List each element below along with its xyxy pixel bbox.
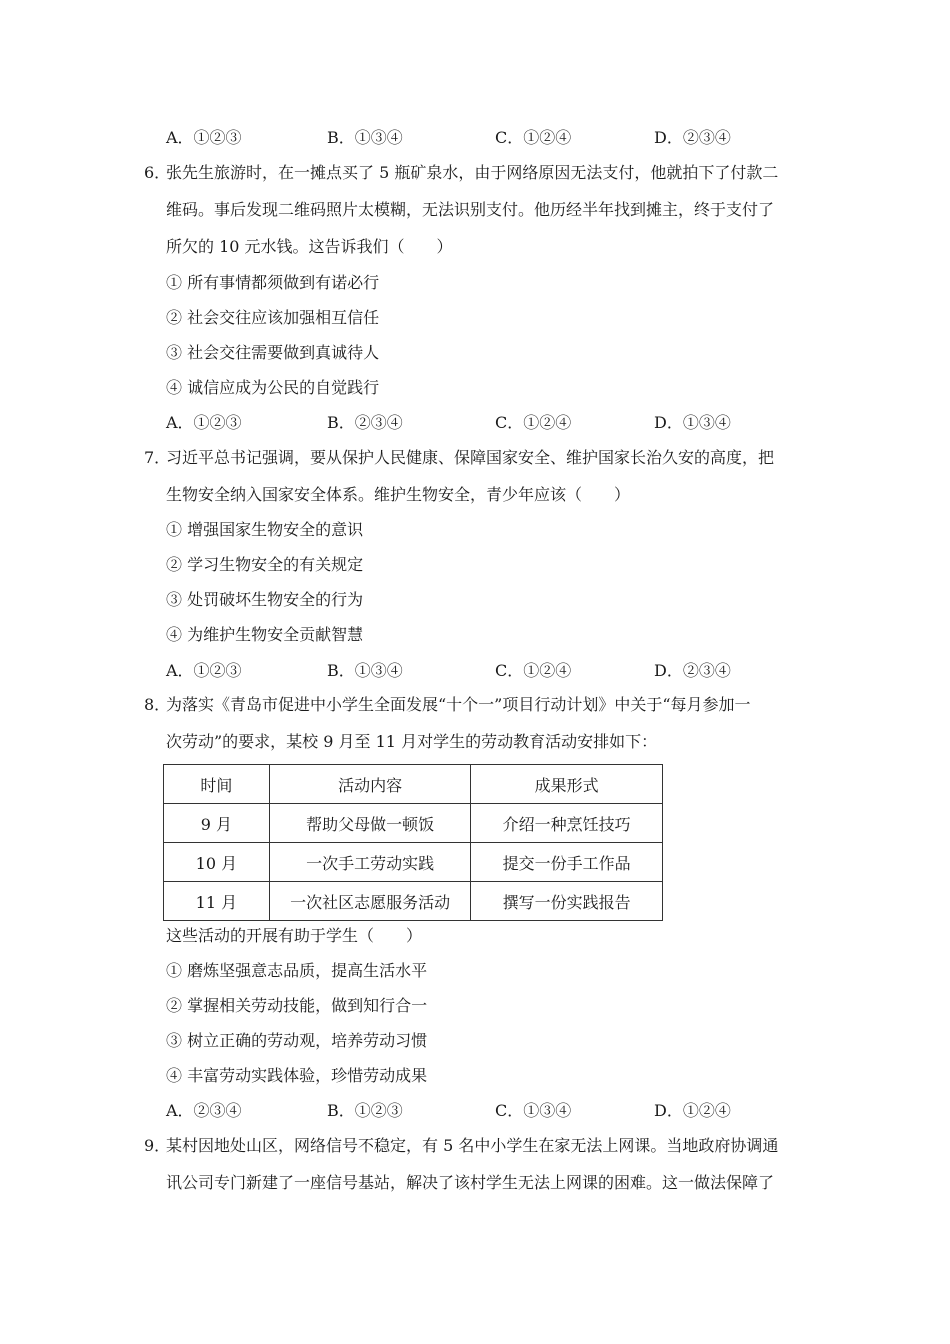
q6-statement-4: ④ 诚信应成为公民的自觉践行 <box>166 378 380 397</box>
q7-options <box>166 660 806 682</box>
q7-stem-line-2: 生物安全纳入国家安全体系。维护生物安全，青少年应该（ ） <box>166 485 631 504</box>
q7-option-d: D．②③④ <box>654 661 731 680</box>
table-header-cell: 成果形式 <box>471 765 663 804</box>
table-cell: 一次社区志愿服务活动 <box>269 882 471 921</box>
q6-number: 6． <box>144 163 171 182</box>
q8-options <box>166 1100 806 1122</box>
q7-statement-1: ① 增强国家生物安全的意识 <box>166 520 364 539</box>
q5-option-c: C．①②④ <box>495 128 572 147</box>
table-row <box>164 882 663 921</box>
q7-statement-2: ② 学习生物安全的有关规定 <box>166 555 364 574</box>
table-cell: 10 月 <box>164 843 270 882</box>
table-cell: 11 月 <box>164 882 270 921</box>
table-cell: 一次手工劳动实践 <box>269 843 471 882</box>
q7-number: 7． <box>144 448 171 467</box>
q5-option-a: A．①②③ <box>166 128 242 147</box>
table-cell: 介绍一种烹饪技巧 <box>471 804 663 843</box>
q8-statement-3: ③ 树立正确的劳动观，培养劳动习惯 <box>166 1031 428 1050</box>
q7-option-b: B．①③④ <box>327 661 403 680</box>
q5-options <box>166 127 806 149</box>
q8-statement-1: ① 磨炼坚强意志品质，提高生活水平 <box>166 961 428 980</box>
q7-stem-line-1: 习近平总书记强调，要从保护人民健康、保障国家安全、维护国家长治久安的高度，把 <box>166 448 775 467</box>
q8-option-a: A．②③④ <box>166 1101 242 1120</box>
table-cell: 9 月 <box>164 804 270 843</box>
table-cell: 帮助父母做一顿饭 <box>269 804 471 843</box>
q6-options <box>166 412 806 434</box>
q6-option-b: B．②③④ <box>327 413 403 432</box>
q6-statement-3: ③ 社会交往需要做到真诚待人 <box>166 343 380 362</box>
table-header-cell: 活动内容 <box>269 765 471 804</box>
q8-option-b: B．①②③ <box>327 1101 403 1120</box>
table-cell: 提交一份手工作品 <box>471 843 663 882</box>
q5-option-b: B．①③④ <box>327 128 403 147</box>
q6-stem-line-2: 维码。事后发现二维码照片太模糊，无法识别支付。他历经半年找到摊主，终于支付了 <box>166 200 775 219</box>
q7-option-c: C．①②④ <box>495 661 572 680</box>
q8-statement-4: ④ 丰富劳动实践体验，珍惜劳动成果 <box>166 1066 428 1085</box>
q6-stem-line-3: 所欠的 10 元水钱。这告诉我们（ ） <box>166 237 453 256</box>
q6-option-c: C．①②④ <box>495 413 572 432</box>
table-row <box>164 843 663 882</box>
q9-stem-line-1: 某村因地处山区，网络信号不稳定，有 5 名中小学生在家无法上网课。当地政府协调通 <box>166 1136 779 1155</box>
labor-schedule-table <box>163 764 663 921</box>
q6-stem-line-1: 张先生旅游时，在一摊点买了 5 瓶矿泉水，由于网络原因无法支付，他就拍下了付款二 <box>166 163 779 182</box>
q9-number: 9． <box>144 1136 171 1155</box>
q6-statement-1: ① 所有事情都须做到有诺必行 <box>166 273 380 292</box>
table-header-cell: 时间 <box>164 765 270 804</box>
q8-stem-line-1: 为落实《青岛市促进中小学生全面发展“十个一”项目行动计划》中关于“每月参加一 <box>166 695 751 714</box>
q8-option-d: D．①②④ <box>654 1101 731 1120</box>
q6-option-d: D．①③④ <box>654 413 731 432</box>
q8-stem-line-2: 次劳动”的要求，某校 9 月至 11 月对学生的劳动教育活动安排如下： <box>166 732 658 751</box>
q6-statement-2: ② 社会交往应该加强相互信任 <box>166 308 380 327</box>
q8-option-c: C．①③④ <box>495 1101 572 1120</box>
q7-statement-3: ③ 处罚破坏生物安全的行为 <box>166 590 364 609</box>
table-row <box>164 804 663 843</box>
q5-option-d: D．②③④ <box>654 128 731 147</box>
table-header-row <box>164 765 663 804</box>
q8-statement-2: ② 掌握相关劳动技能，做到知行合一 <box>166 996 428 1015</box>
table-cell: 撰写一份实践报告 <box>471 882 663 921</box>
q9-stem-line-2: 讯公司专门新建了一座信号基站，解决了该村学生无法上网课的困难。这一做法保障了 <box>166 1173 775 1192</box>
q7-statement-4: ④ 为维护生物安全贡献智慧 <box>166 625 364 644</box>
q7-option-a: A．①②③ <box>166 661 242 680</box>
q6-option-a: A．①②③ <box>166 413 242 432</box>
q8-prompt: 这些活动的开展有助于学生（ ） <box>166 926 423 945</box>
q8-number: 8． <box>144 695 171 714</box>
